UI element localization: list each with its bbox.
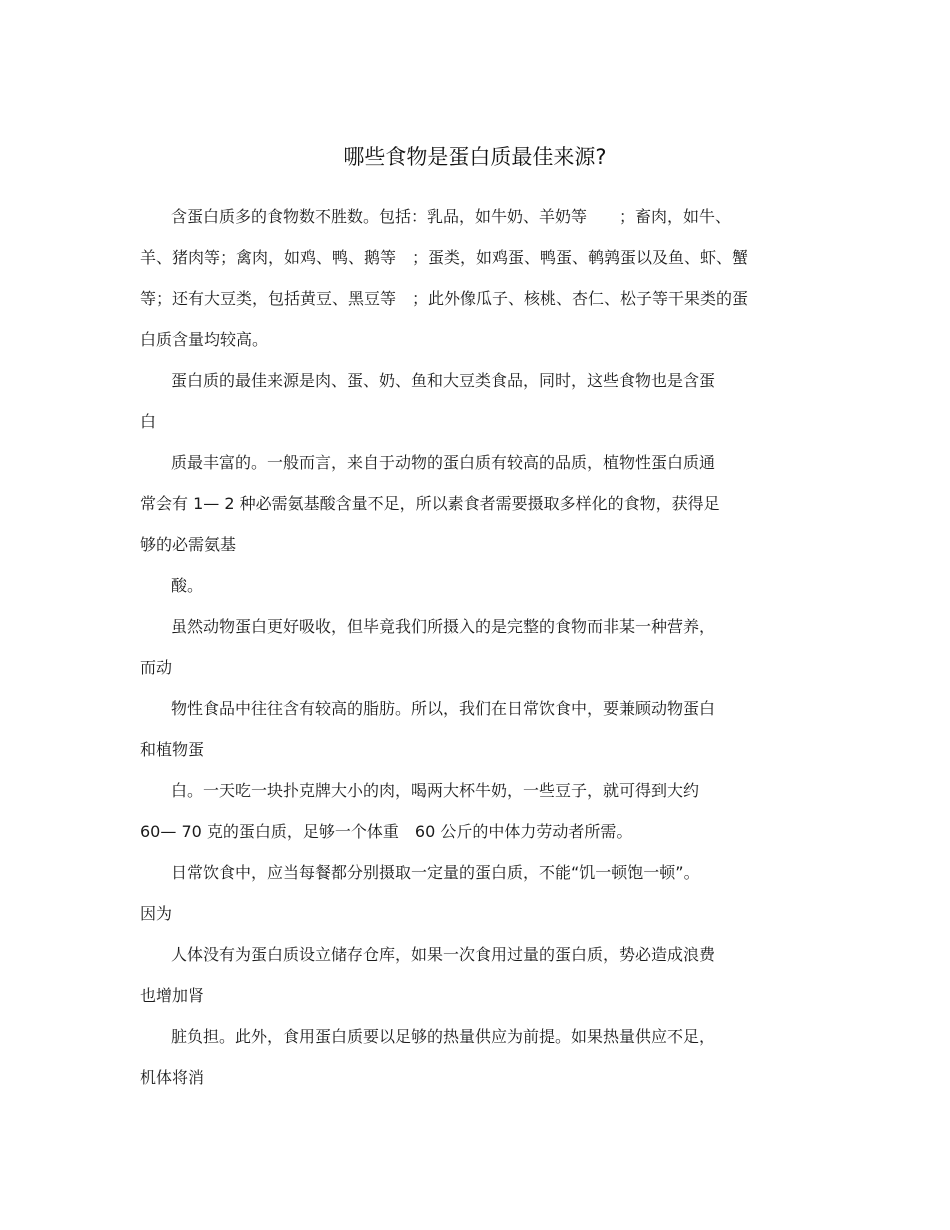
paragraph-line: 常会有 1— 2 种必需氨基酸含量不足，所以素食者需要摄取多样化的食物，获得足 bbox=[140, 494, 720, 513]
paragraph-line: 够的必需氨基 bbox=[140, 535, 237, 554]
paragraph-line: 机体将消 bbox=[140, 1068, 205, 1087]
paragraph-line: 白。一天吃一块扑克牌大小的肉，喝两大杯牛奶，一些豆子，就可得到大约 bbox=[171, 781, 700, 800]
paragraph-line: 含蛋白质多的食物数不胜数。包括：乳品，如牛奶、羊奶等 ；畜肉，如牛、 bbox=[171, 207, 732, 226]
paragraph-line: 也增加肾 bbox=[140, 986, 205, 1005]
paragraph-line: 而动 bbox=[140, 658, 173, 677]
paragraph-line: 脏负担。此外，食用蛋白质要以足够的热量供应为前提。如果热量供应不足， bbox=[171, 1027, 716, 1046]
paragraph-line: 60— 70 克的蛋白质，足够一个体重 60 公斤的中体力劳动者所需。 bbox=[140, 822, 633, 841]
paragraph-line: 羊、猪肉等；禽肉，如鸡、鸭、鹅等 ；蛋类，如鸡蛋、鸭蛋、鹌鹑蛋以及鱼、虾、蟹 bbox=[140, 248, 749, 267]
paragraph-line: 虽然动物蛋白更好吸收，但毕竟我们所摄入的是完整的食物而非某一种营养， bbox=[171, 617, 716, 636]
paragraph-line: 酸。 bbox=[171, 576, 204, 595]
document-title: 哪些食物是蛋白质最佳来源? bbox=[343, 145, 607, 169]
paragraph-line: 物性食品中往往含有较高的脂肪。所以，我们在日常饮食中，要兼顾动物蛋白 bbox=[171, 699, 716, 718]
paragraph-line: 白质含量均较高。 bbox=[140, 330, 269, 349]
paragraph-line: 日常饮食中，应当每餐都分别摄取一定量的蛋白质，不能“饥一顿饱一顿”。 bbox=[171, 863, 700, 882]
paragraph-line: 因为 bbox=[140, 904, 173, 923]
paragraph-line: 白 bbox=[140, 412, 157, 431]
paragraph-line: 人体没有为蛋白质设立储存仓库，如果一次食用过量的蛋白质，势必造成浪费 bbox=[171, 945, 716, 964]
paragraph-line: 等；还有大豆类，包括黄豆、黑豆等 ；此外像瓜子、核桃、杏仁、松子等干果类的蛋 bbox=[140, 289, 749, 308]
paragraph-line: 质最丰富的。一般而言，来自于动物的蛋白质有较高的品质，植物性蛋白质通 bbox=[171, 453, 716, 472]
paragraph-line: 蛋白质的最佳来源是肉、蛋、奶、鱼和大豆类食品，同时，这些食物也是含蛋 bbox=[171, 371, 716, 390]
paragraph-line: 和植物蛋 bbox=[140, 740, 205, 759]
